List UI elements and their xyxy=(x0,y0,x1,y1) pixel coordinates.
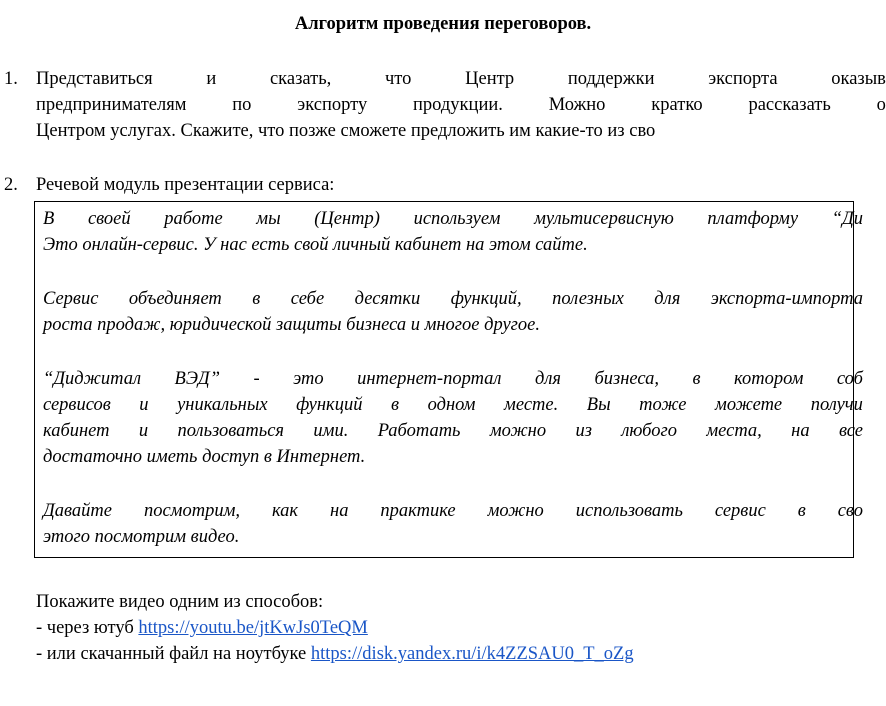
word: - xyxy=(253,369,260,389)
box-p3-line-3 xyxy=(43,418,863,444)
youtube-link[interactable]: https://youtu.be/jtKwJs0TeQM xyxy=(138,618,368,638)
word: экспорта xyxy=(708,69,778,89)
word: “Диджитал xyxy=(43,369,142,389)
word: сервис xyxy=(714,501,766,521)
item-1-line-2 xyxy=(36,92,886,118)
item-2-number: 2. xyxy=(4,175,18,195)
video-intro: Покажите видео одним из способов: xyxy=(36,592,324,612)
word: экспорту xyxy=(297,95,368,115)
word: места, xyxy=(706,421,762,441)
word: и xyxy=(206,69,217,89)
word: это xyxy=(293,369,324,389)
word: рассказать xyxy=(748,95,831,115)
word: любого xyxy=(621,421,677,441)
word: посмотрим, xyxy=(143,501,241,521)
word: получи xyxy=(810,395,863,415)
word: интернет-портал xyxy=(357,369,502,389)
item-1-number: 1. xyxy=(4,69,18,89)
word: о xyxy=(876,95,886,115)
word: Представиться xyxy=(36,69,153,89)
word: что xyxy=(385,69,412,89)
word: пользоваться xyxy=(177,421,285,441)
word: оказыв xyxy=(831,69,886,89)
word: можете xyxy=(715,395,783,415)
word: можно xyxy=(487,501,544,521)
word: В xyxy=(43,209,55,229)
item-1-line-3: Центром услугах. Скажите, что позже сможете предложить им какие-то из сво xyxy=(36,121,656,141)
box-p1-line-2: Это онлайн-сервис. У нас есть свой личный кабинет на этом сайте. xyxy=(43,235,588,255)
box-p3-line-4: достаточно иметь доступ в Интернет. xyxy=(43,447,366,467)
word: платформу xyxy=(707,209,799,229)
word: Сервис xyxy=(43,289,99,309)
word: своей xyxy=(87,209,131,229)
word: на xyxy=(330,501,349,521)
word: (Центр) xyxy=(314,209,380,229)
video-option-disk-prefix: - или скачанный файл на ноутбуке xyxy=(36,644,311,664)
yandex-disk-link[interactable]: https://disk.yandex.ru/i/k4ZZSAU0_T_oZg xyxy=(310,644,634,664)
box-p3-line-1 xyxy=(43,366,863,392)
word: предпринимателям xyxy=(36,95,187,115)
word: Центр xyxy=(465,69,515,89)
word: себе xyxy=(290,289,325,309)
word: объединяет xyxy=(128,289,222,309)
word: “Ди xyxy=(831,209,863,229)
word: месте. xyxy=(504,395,559,415)
word: Вы xyxy=(586,395,611,415)
word: для xyxy=(534,369,561,389)
word: соб xyxy=(836,369,863,389)
word: используем xyxy=(413,209,501,229)
video-option-youtube-prefix: - через ютуб xyxy=(36,618,139,638)
word: ими. xyxy=(313,421,349,441)
box-p2-line-1 xyxy=(43,286,863,312)
word: функций xyxy=(296,395,363,415)
word: из xyxy=(575,421,592,441)
word: бизнеса, xyxy=(594,369,660,389)
word: как xyxy=(271,501,299,521)
word: мы xyxy=(256,209,281,229)
document-title: Алгоритм проведения переговоров. xyxy=(294,14,592,34)
word: котором xyxy=(734,369,804,389)
word: и xyxy=(138,421,149,441)
word: использовать xyxy=(575,501,683,521)
item-1-line-1 xyxy=(36,66,886,92)
word: и xyxy=(139,395,149,415)
word: практике xyxy=(380,501,456,521)
word: кратко xyxy=(651,95,703,115)
word: десятки xyxy=(354,289,421,309)
word: полезных xyxy=(552,289,624,309)
word: сказать, xyxy=(269,69,332,89)
box-p4-line-2: этого посмотрим видео. xyxy=(43,527,240,547)
word: функций, xyxy=(450,289,522,309)
word: можно xyxy=(489,421,547,441)
word: Давайте xyxy=(43,501,112,521)
word: поддержки xyxy=(567,69,655,89)
word: в xyxy=(391,395,400,415)
word: уникальных xyxy=(177,395,268,415)
word: тоже xyxy=(639,395,687,415)
word: продукции. xyxy=(413,95,503,115)
box-p1-line-1 xyxy=(43,206,863,232)
word: кабинет xyxy=(43,421,110,441)
box-p2-line-2: роста продаж, юридической защиты бизнеса и многое другое. xyxy=(43,315,540,335)
word: сервисов xyxy=(43,395,111,415)
box-p4-line-1 xyxy=(43,498,863,524)
video-option-youtube xyxy=(36,615,368,641)
word: в xyxy=(797,501,806,521)
word: сво xyxy=(837,501,863,521)
word: все xyxy=(838,421,863,441)
word: мультисервисную xyxy=(534,209,674,229)
word: для xyxy=(654,289,681,309)
word: ВЭД” xyxy=(174,369,220,389)
word: на xyxy=(791,421,810,441)
word: по xyxy=(232,95,252,115)
word: экспорта-импорта xyxy=(710,289,863,309)
word: одном xyxy=(427,395,476,415)
word: Можно xyxy=(548,95,606,115)
word: Работать xyxy=(377,421,461,441)
word: работе xyxy=(164,209,223,229)
word: в xyxy=(692,369,701,389)
box-p3-line-2 xyxy=(43,392,863,418)
word: в xyxy=(252,289,261,309)
item-2-heading: Речевой модуль презентации сервиса: xyxy=(36,175,335,195)
video-option-disk xyxy=(36,641,634,667)
